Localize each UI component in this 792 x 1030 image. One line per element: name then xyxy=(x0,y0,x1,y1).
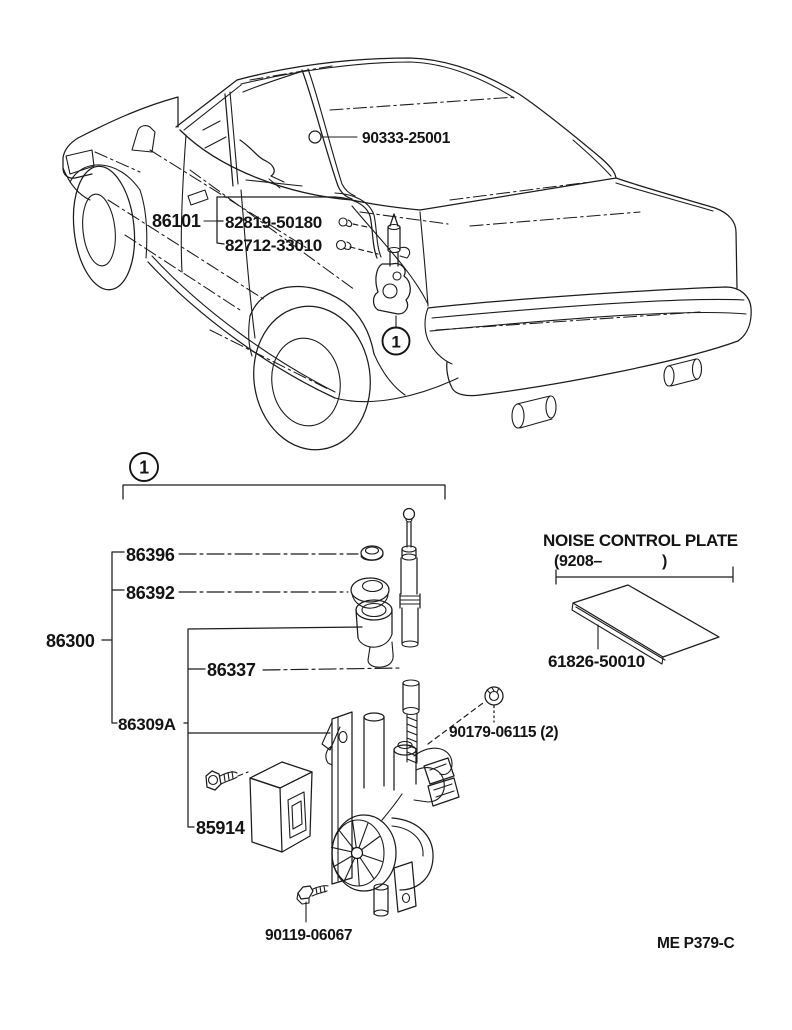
label-noise-plate: 61826-50010 xyxy=(548,652,645,671)
noise-plate-date-close: ) xyxy=(662,553,668,570)
label-antenna-mast: 86337 xyxy=(207,660,256,680)
label-antenna-assembly: 86300 xyxy=(46,631,95,651)
assembly-overview-bracket xyxy=(123,453,445,499)
antenna-mast-part xyxy=(400,509,420,764)
car-labels xyxy=(152,130,451,355)
noise-plate-date-open: (9208– xyxy=(554,553,603,570)
mount-bolt-part xyxy=(297,886,328,922)
relay-screw xyxy=(206,771,248,790)
label-mount-bolt: 90119-06067 xyxy=(265,927,353,944)
car-antenna-unit xyxy=(374,214,411,327)
noise-plate-section xyxy=(543,531,738,671)
noise-plate-shape xyxy=(573,585,719,657)
label-mast-nut: 86396 xyxy=(126,545,175,565)
roof-grommet-mark xyxy=(309,131,321,143)
label-clip-upper: 82819-50180 xyxy=(225,213,322,232)
noise-plate-title: NOISE CONTROL PLATE xyxy=(543,531,738,550)
antenna-pipe-part xyxy=(364,713,384,788)
label-clip-lower: 82712-33010 xyxy=(225,236,322,255)
label-relay: 85914 xyxy=(196,818,245,838)
mast-holder-part xyxy=(356,600,393,667)
assembly-callout-number: 1 xyxy=(139,457,149,478)
assembly-labels xyxy=(46,545,558,944)
label-mast-grommet: 86392 xyxy=(126,583,175,603)
figure-code: ME P379-C xyxy=(657,935,735,952)
car-callout-number: 1 xyxy=(391,332,401,352)
label-mount-nut: 90179-06115 (2) xyxy=(449,724,559,741)
motor-drive-part xyxy=(331,742,459,917)
relay-part xyxy=(250,762,312,852)
mast-nut-part xyxy=(361,546,383,560)
label-antenna-cord: 86101 xyxy=(152,211,201,231)
label-antenna-pipe: 86309A xyxy=(118,715,176,734)
label-roof-grommet: 90333-25001 xyxy=(362,130,451,147)
